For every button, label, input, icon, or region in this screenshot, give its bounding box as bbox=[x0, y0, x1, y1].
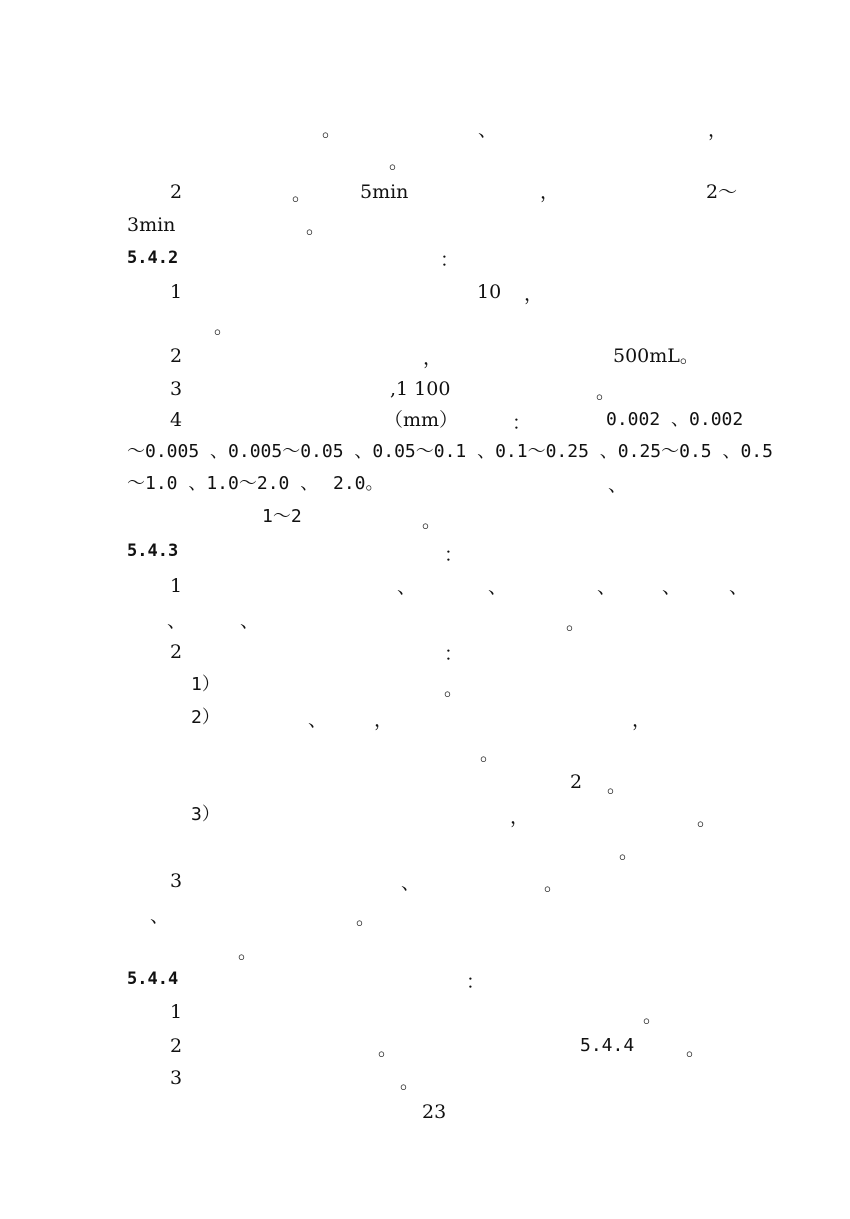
text-fragment: ， bbox=[540, 181, 560, 203]
item-number: 2 bbox=[170, 1035, 183, 1057]
text-fragment: 2～ bbox=[706, 181, 738, 203]
text-fragment: 、 bbox=[240, 610, 260, 632]
text-fragment: 、 bbox=[397, 576, 417, 598]
item-number: 2 bbox=[170, 345, 183, 367]
text-fragment: 。 bbox=[566, 612, 586, 634]
text-fragment: 、 bbox=[488, 576, 508, 598]
text-fragment: 、 bbox=[597, 576, 617, 598]
text-fragment: ， bbox=[510, 806, 530, 828]
text-fragment: ， bbox=[423, 347, 443, 369]
item-number: 2 bbox=[170, 181, 183, 203]
text-fragment: 2 bbox=[570, 771, 583, 793]
text-fragment: 。 bbox=[422, 510, 442, 532]
text-fragment: 5min bbox=[360, 181, 409, 203]
item-number: 3 bbox=[170, 378, 183, 400]
text-fragment: 。 bbox=[389, 151, 409, 173]
item-number: 3 bbox=[170, 870, 183, 892]
section-heading: 5.4.2 bbox=[127, 248, 179, 268]
text-fragment: ， bbox=[632, 709, 652, 731]
text-fragment: 。 bbox=[292, 183, 312, 205]
text-fragment: 、 bbox=[150, 905, 170, 927]
item-number: 1 bbox=[170, 281, 183, 303]
text-fragment: 。 bbox=[444, 678, 464, 700]
text-fragment: 。 bbox=[544, 873, 564, 895]
page-number: 23 bbox=[422, 1101, 447, 1123]
text-fragment: 、 bbox=[401, 872, 421, 894]
text-fragment: ， bbox=[708, 119, 728, 141]
sub-item-number: 3） bbox=[191, 804, 220, 825]
text-fragment: ： bbox=[466, 971, 486, 993]
text-fragment: 。 bbox=[378, 1038, 398, 1060]
item-number: 1 bbox=[170, 1001, 183, 1023]
text-fragment: ,1 100 bbox=[390, 378, 451, 400]
text-fragment: 。 bbox=[214, 316, 234, 338]
sub-item-number: 2） bbox=[191, 707, 220, 728]
text-fragment: （mm） bbox=[384, 409, 459, 431]
text-fragment: 1～2 bbox=[262, 506, 302, 527]
text-fragment: ～0.005 、0.005～0.05 、0.05～0.1 、0.1～0.25 、0.25～0.5 、0.5 bbox=[127, 441, 773, 462]
text-fragment: 。 bbox=[643, 1005, 663, 1027]
text-fragment: 0.002 、0.002 bbox=[606, 409, 744, 430]
text-fragment: 。 bbox=[596, 381, 616, 403]
text-fragment: 3min bbox=[127, 214, 176, 236]
text-fragment: ， bbox=[374, 709, 394, 731]
text-fragment: 。 bbox=[607, 775, 627, 797]
section-reference: 5.4.4 bbox=[580, 1035, 635, 1056]
text-fragment: 。 bbox=[480, 743, 500, 765]
text-fragment: 、 bbox=[608, 474, 628, 496]
text-fragment: 。 bbox=[238, 941, 258, 963]
item-number: 3 bbox=[170, 1067, 183, 1089]
text-fragment: 10 bbox=[477, 281, 502, 303]
section-heading: 5.4.3 bbox=[127, 541, 179, 561]
text-fragment: ～1.0 、1.0～2.0 、 bbox=[127, 473, 319, 494]
text-fragment: 。 bbox=[697, 808, 717, 830]
text-fragment: 。 bbox=[619, 841, 639, 863]
text-fragment: 2.0。 bbox=[333, 473, 384, 494]
text-fragment: 、 bbox=[167, 610, 187, 632]
text-fragment: 。 bbox=[322, 119, 342, 141]
text-fragment: 500mL。 bbox=[613, 345, 699, 367]
text-fragment: 、 bbox=[729, 576, 749, 598]
sub-item-number: 1） bbox=[191, 674, 220, 695]
text-fragment: 。 bbox=[400, 1071, 420, 1093]
text-fragment: ， bbox=[524, 283, 544, 305]
text-fragment: 。 bbox=[356, 907, 376, 929]
text-fragment: ： bbox=[512, 412, 532, 434]
item-number: 4 bbox=[170, 409, 183, 431]
text-fragment: 。 bbox=[686, 1038, 706, 1060]
text-fragment: ： bbox=[444, 643, 464, 665]
text-fragment: ： bbox=[444, 544, 464, 566]
text-fragment: 。 bbox=[306, 216, 326, 238]
text-fragment: 、 bbox=[662, 576, 682, 598]
text-fragment: 、 bbox=[478, 119, 498, 141]
section-heading: 5.4.4 bbox=[127, 969, 179, 989]
item-number: 1 bbox=[170, 575, 183, 597]
text-fragment: ： bbox=[440, 249, 460, 271]
text-fragment: 、 bbox=[308, 709, 328, 731]
item-number: 2 bbox=[170, 641, 183, 663]
